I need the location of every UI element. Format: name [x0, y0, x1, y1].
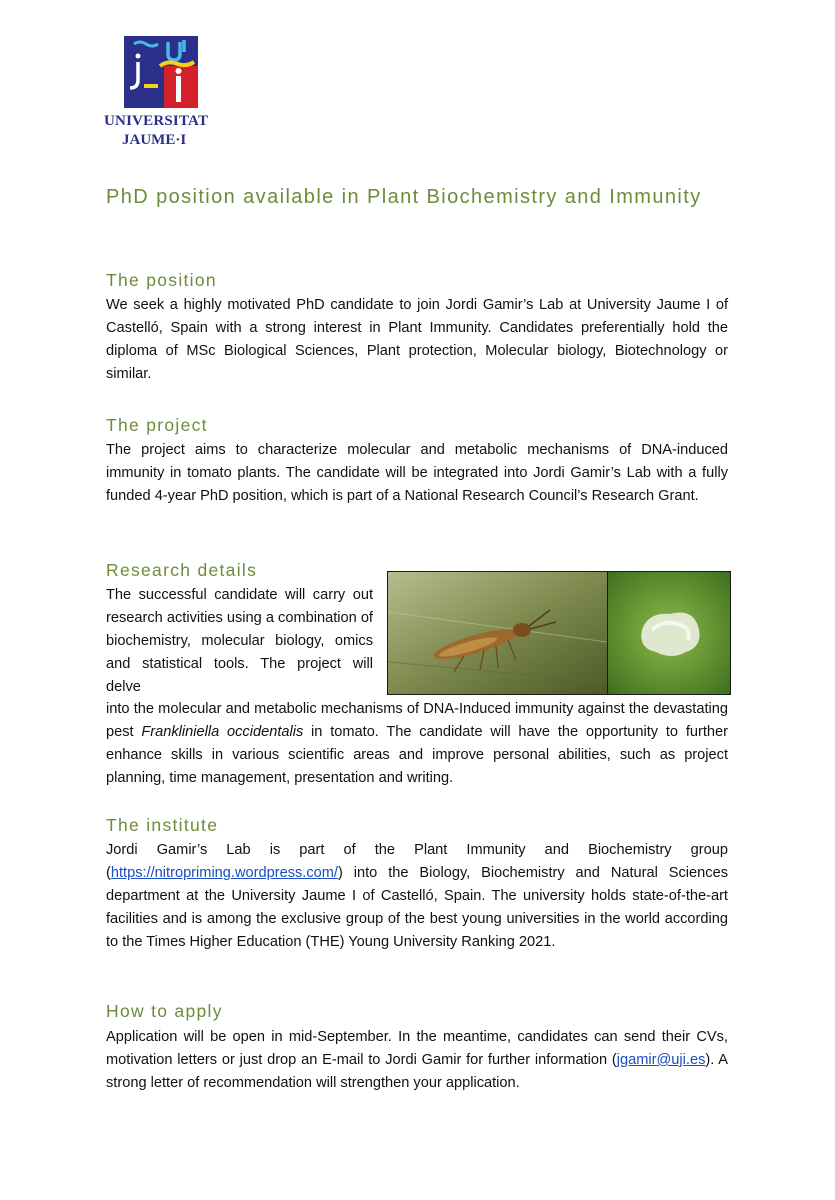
section-body-research-intro: The successful candidate will carry out research activities using a combination of biochemistry, molecular biology, omics and statistical tools. The project will delve	[106, 587, 373, 695]
contact-email-link[interactable]: jgamir@uji.es	[616, 1052, 706, 1068]
section-heading-institute: The institute	[106, 815, 219, 835]
group-website-link[interactable]: https://nitropriming.wordpress.com/	[110, 865, 338, 881]
thrips-insect-photo	[387, 571, 608, 695]
section-body-position: We seek a highly motivated PhD candidate to join Jordi Gamir’s Lab at University Jaume I of Castelló, Spain with a strong interest in Plant Immunity. Candidates preferentially hold the diploma of MSc Biological Sciences, Plant protection, Molecular biology, Biotechnology or similar.	[106, 297, 728, 382]
section-body-project: The project aims to characterize molecular and metabolic mechanisms of DNA-induced immunity in tomato plants. The candidate will be integrated into Jordi Gamir’s Lab with a fully funded 4-year PhD position, which is part of a National Research Council’s Research Grant.	[106, 442, 728, 504]
section-heading-apply: How to apply	[106, 1001, 223, 1021]
section-body-institute: Jordi Gamir’s Lab is part of the Plant Immunity and Biochemistry group (https://nitropriming.wordpress.com/) into the Biology, Biochemistry and Natural Sciences department at the University Jaume I of Castelló, Spain. The university holds state-of-the-art facilities and is among the exclusive group of the best young universities in the world according to the Times Higher Education (THE) Young University Ranking 2021.	[106, 842, 728, 950]
species-name: Frankliniella occidentalis	[141, 724, 304, 740]
leaf-damage-photo	[607, 571, 731, 695]
university-logo-mark-icon	[124, 36, 198, 108]
section-body-apply: Application will be open in mid-September. In the meantime, candidates can send their CVs, motivation letters or just drop an E-mail to Jordi Gamir for further information (jgamir@uji.es). A strong letter of recommendation will strengthen your application.	[106, 1029, 729, 1091]
section-heading-project: The project	[106, 415, 208, 435]
page-title: PhD position available in Plant Biochemistry and Immunity	[106, 186, 702, 208]
section-heading-research: Research details	[106, 560, 258, 580]
logo-wordmark-line1: UNIVERSITAT	[104, 113, 209, 129]
section-body-research-continued: into the molecular and metabolic mechanisms of DNA-Induced immunity against the devastating pest Frankliniella occidentalis in tomato. The candidate will have the opportunity to further enhance skills in various scientific areas and improve personal abilities, such as project planning, time management, presentation and writing.	[106, 701, 728, 786]
section-heading-position: The position	[106, 270, 217, 290]
logo-wordmark-line2: JAUME·I	[122, 132, 187, 148]
university-logo	[100, 36, 225, 161]
